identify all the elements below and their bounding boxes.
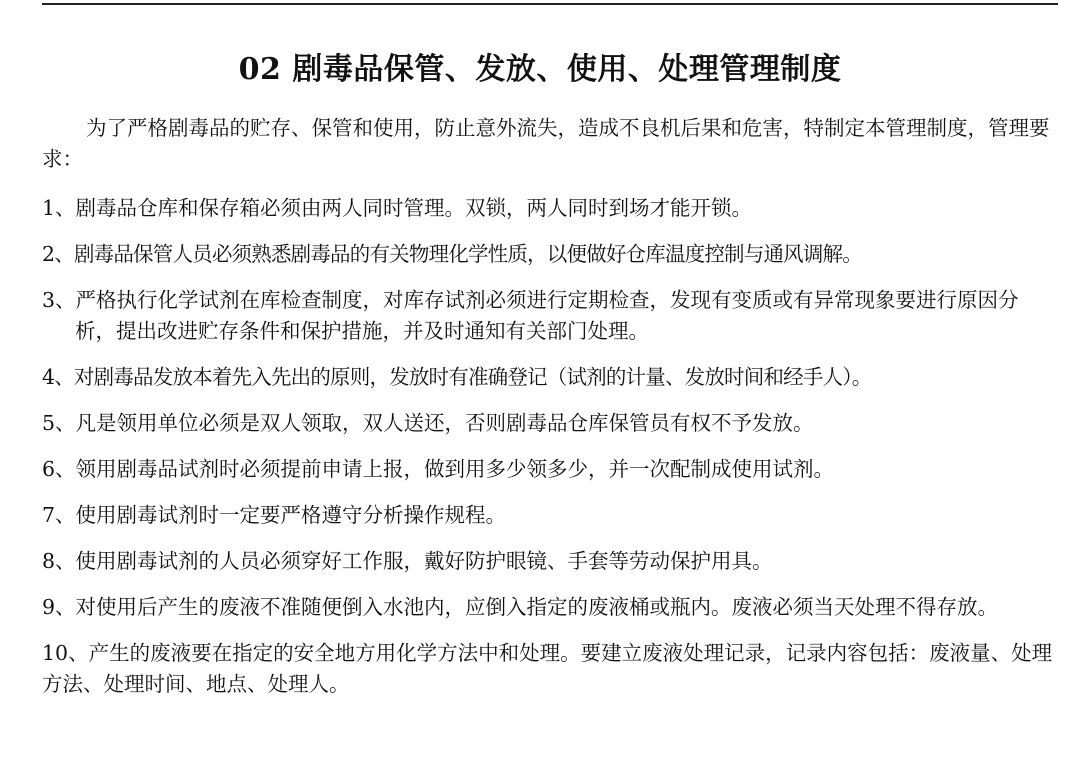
intro-paragraph: 为了严格剧毒品的贮存、保管和使用，防止意外流失，造成不良机后果和危害，特制定本管理制度，管理要求： [42,116,1050,171]
rule-item-5: 5、凡是领用单位必须是双人领取，双人送还，否则剧毒品仓库保管员有权不予发放。 [42,411,814,435]
rule-item-9: 9、对使用后产生的废液不准随便倒入水池内，应倒入指定的废液桶或瓶内。废液必须当天处理不得存放。 [42,595,999,619]
rule-item-4: 4、对剧毒品发放本着先入先出的原则，发放时有准确登记（试剂的计量、发放时间和经手人）。 [42,365,872,389]
top-divider [42,3,1058,5]
rule-item-3: 3、严格执行化学试剂在库检查制度，对库存试剂必须进行定期检查，发现有变质或有异常现象要进行原因分析，提出改进贮存条件和保护措施，并及时通知有关部门处理。 [42,288,1019,343]
rule-item-6: 6、领用剧毒品试剂时必须提前申请上报，做到用多少领多少，并一次配制成使用试剂。 [42,457,835,481]
rules-list [42,193,1058,715]
rule-item-8: 8、使用剧毒试剂的人员必须穿好工作服，戴好防护眼镜、手套等劳动保护用具。 [42,549,773,573]
rule-item-7: 7、使用剧毒试剂时一定要严格遵守分析操作规程。 [42,503,507,527]
page-title: 02 剧毒品保管、发放、使用、处理管理制度 [238,52,842,87]
rule-item-2: 2、剧毒品保管人员必须熟悉剧毒品的有关物理化学性质，以便做好仓库温度控制与通风调解。 [42,242,862,266]
rule-item-10: 10、产生的废液要在指定的安全地方用化学方法中和处理。要建立废液处理记录，记录内容包括：废液量、处理方法、处理时间、地点、处理人。 [42,641,1053,696]
rule-item-1: 1、剧毒品仓库和保存箱必须由两人同时管理。双锁，两人同时到场才能开锁。 [42,196,753,220]
